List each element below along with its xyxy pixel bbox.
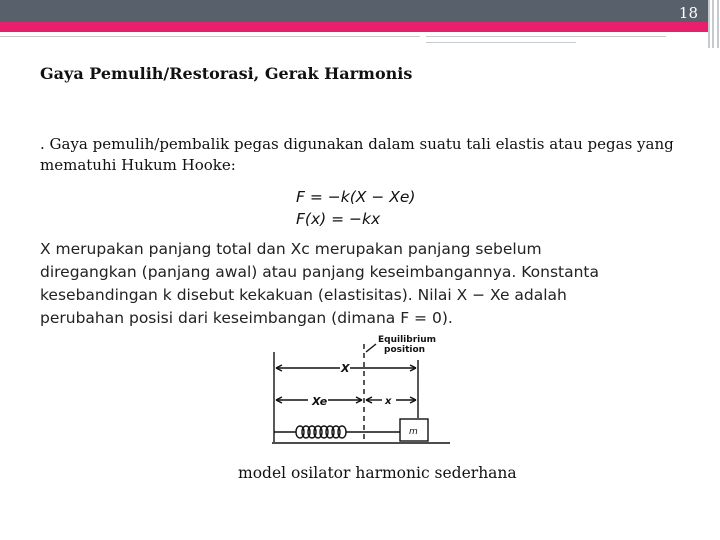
accent-bar [0, 22, 708, 32]
page-title: Gaya Pemulih/Restorasi, Gerak Harmonis [40, 64, 413, 83]
title-bar [0, 0, 708, 22]
spring-mass-diagram [236, 330, 466, 460]
divider-line [0, 36, 420, 37]
mass-label: m [409, 427, 418, 437]
equilibrium-label: Equilibrium [378, 335, 437, 345]
diagram-caption: model osilator harmonic sederhana [238, 464, 517, 482]
position-label: position [384, 345, 426, 355]
hooke-formula [296, 186, 415, 230]
divider-line [426, 42, 576, 43]
right-rail-decoration [708, 0, 720, 48]
explanation-line: perubahan posisi dari keseimbangan (dimana F = 0). [40, 309, 453, 327]
explanation-line: X merupakan panjang total dan Xc merupakan panjang sebelum [40, 240, 542, 258]
divider-line [426, 36, 666, 37]
spring-coil [274, 426, 400, 438]
page-number: 18 [678, 4, 698, 22]
formula-line-1: F = −k(X − Xe) [296, 188, 416, 206]
explanation-paragraph [40, 238, 640, 330]
formula-line-2: F(x) = −kx [296, 210, 381, 228]
x-total-label: X [341, 362, 350, 375]
x-displacement-label: x [385, 396, 392, 407]
intro-paragraph: . Gaya pemulih/pembalik pegas digunakan dalam suatu tali elastis atau pegas yang mematuhi Hukum Hooke: [40, 135, 674, 174]
xe-label: Xe [312, 395, 328, 408]
explanation-line: kesebandingan k disebut kekakuan (elastisitas). Nilai X − Xe adalah [40, 286, 567, 304]
explanation-line: diregangkan (panjang awal) atau panjang keseimbangannya. Konstanta [40, 263, 599, 281]
